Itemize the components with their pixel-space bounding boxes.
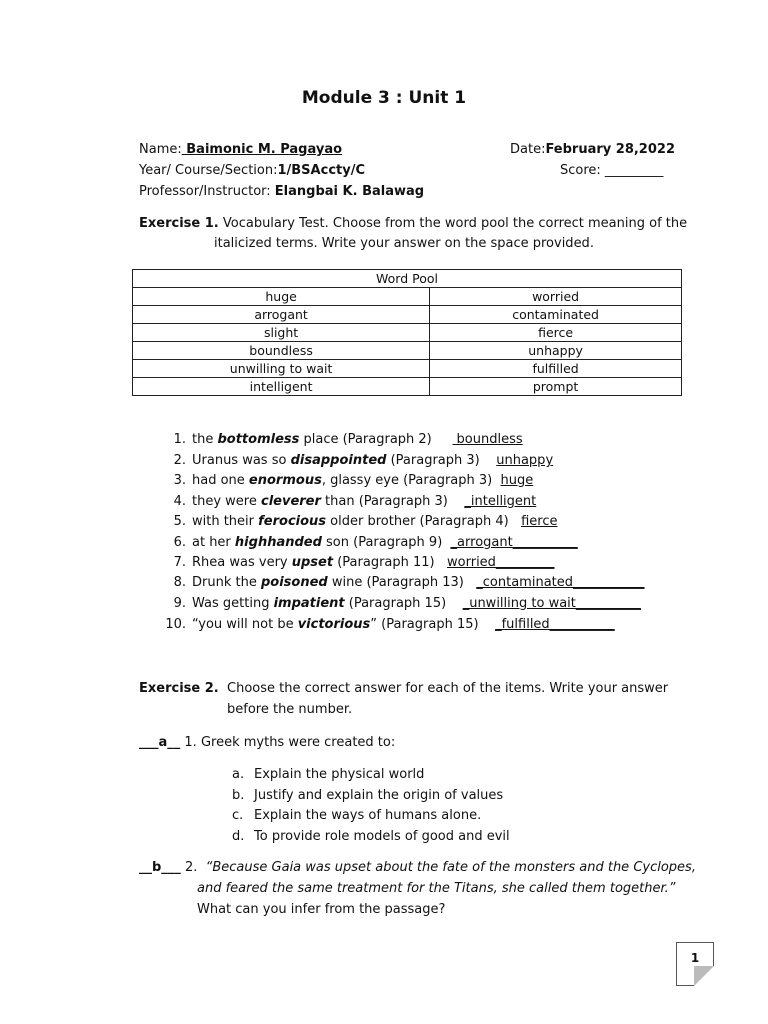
vocab-item <box>162 453 553 468</box>
item-answer: unhappy <box>496 453 554 468</box>
table-row <box>133 288 682 306</box>
vocab-item <box>162 535 578 550</box>
table-cell: fulfilled <box>430 360 682 378</box>
item-text: Drunk the <box>192 575 261 590</box>
table-cell: prompt <box>430 378 682 396</box>
professor-value: Elangbai K. Balawag <box>274 184 425 199</box>
word-pool-header: Word Pool <box>133 270 682 288</box>
vocab-item <box>162 575 645 590</box>
page-number-box <box>676 942 714 986</box>
item-text: ” (Paragraph 15) <box>370 617 496 632</box>
item-answer: huge <box>500 473 534 488</box>
professor-line <box>139 184 424 199</box>
question-1 <box>139 735 395 750</box>
question-2 <box>139 860 696 875</box>
name-label: Name: <box>139 142 182 157</box>
vocab-item <box>162 494 536 509</box>
exercise2-instruction <box>139 681 668 696</box>
item-text: Was getting <box>192 596 274 611</box>
score-line: Score: _________ <box>560 163 664 178</box>
item-number: 3. <box>173 473 186 488</box>
option-letter: c. <box>232 808 244 823</box>
option-item <box>232 829 510 844</box>
item-answer: boundless <box>452 432 523 447</box>
item-text: the <box>192 432 218 447</box>
option-letter: a. <box>232 767 245 782</box>
exercise2-text: Choose the correct answer for each of the items. Write your answer <box>218 681 669 696</box>
question-1-text: 1. Greek myths were created to: <box>180 735 396 750</box>
item-answer: worried_________ <box>447 555 555 570</box>
date-label: Date: <box>510 142 546 157</box>
item-term: cleverer <box>260 494 321 509</box>
question-2-quote: “Because Gaia was upset about the fate of the monsters and the Cyclopes, <box>205 860 696 875</box>
item-term: ferocious <box>258 514 327 529</box>
item-term: disappointed <box>290 453 387 468</box>
item-text: (Paragraph 3) <box>386 453 497 468</box>
option-letter: d. <box>232 829 245 844</box>
item-text: than (Paragraph 3) <box>320 494 465 509</box>
vocab-item <box>162 514 558 529</box>
item-text: with their <box>192 514 259 529</box>
item-number: 7. <box>173 555 186 570</box>
option-item <box>232 788 503 803</box>
table-row <box>133 324 682 342</box>
exercise1-text: Vocabulary Test. Choose from the word pool the correct meaning of the <box>218 216 688 231</box>
item-term: enormous <box>248 473 322 488</box>
question-2-quote-cont: and feared the same treatment for the Titans, she called them together.” <box>197 881 676 896</box>
date-line <box>510 142 675 157</box>
option-item <box>232 808 481 823</box>
item-number: 5. <box>173 514 186 529</box>
page-title: Module 3 : Unit 1 <box>301 88 467 108</box>
table-cell: intelligent <box>133 378 430 396</box>
name-value: Baimonic M. Pagayao <box>181 142 343 157</box>
item-term: upset <box>291 555 334 570</box>
table-row <box>133 360 682 378</box>
exercise1-instruction-cont: italicized terms. Write your answer on the space provided. <box>214 236 594 251</box>
table-cell: arrogant <box>133 306 430 324</box>
table-row <box>133 342 682 360</box>
exercise2-label: Exercise 2. <box>139 681 219 696</box>
item-answer: _intelligent <box>464 494 537 509</box>
item-text: at her <box>192 535 235 550</box>
option-text: Explain the physical world <box>254 767 425 782</box>
exercise1-label: Exercise 1. <box>139 216 219 231</box>
table-cell: huge <box>133 288 430 306</box>
professor-label: Professor/Instructor: <box>139 184 271 199</box>
vocab-item <box>162 473 533 488</box>
table-cell: slight <box>133 324 430 342</box>
table-cell: unwilling to wait <box>133 360 430 378</box>
item-text: , glassy eye (Paragraph 3) <box>321 473 501 488</box>
item-answer: _unwilling to wait__________ <box>462 596 641 611</box>
item-term: victorious <box>297 617 371 632</box>
item-term: highhanded <box>234 535 322 550</box>
item-text: “you will not be <box>192 617 298 632</box>
item-text: had one <box>192 473 249 488</box>
item-text: Rhea was very <box>192 555 292 570</box>
item-text: place (Paragraph 2) <box>299 432 453 447</box>
item-number: 2. <box>173 453 186 468</box>
vocab-item <box>162 596 641 611</box>
year-label: Year/ Course/Section: <box>139 163 278 178</box>
item-text: older brother (Paragraph 4) <box>326 514 522 529</box>
item-text: son (Paragraph 9) <box>321 535 451 550</box>
item-answer: _arrogant__________ <box>450 535 578 550</box>
item-text: (Paragraph 15) <box>344 596 463 611</box>
table-cell: boundless <box>133 342 430 360</box>
item-text: Uranus was so <box>192 453 291 468</box>
option-text: To provide role models of good and evil <box>254 829 510 844</box>
option-text: Justify and explain the origin of values <box>254 788 504 803</box>
option-letter: b. <box>232 788 245 803</box>
item-term: bottomless <box>217 432 300 447</box>
item-text: wine (Paragraph 13) <box>327 575 477 590</box>
word-pool-table <box>132 269 682 396</box>
question-1-answer: ___a__ <box>139 735 181 750</box>
vocab-item <box>162 555 554 570</box>
item-number: 8. <box>173 575 186 590</box>
table-row <box>133 306 682 324</box>
item-answer: _fulfilled__________ <box>495 617 615 632</box>
item-answer: fierce <box>521 514 558 529</box>
item-answer: _contaminated___________ <box>476 575 645 590</box>
table-row <box>133 378 682 396</box>
table-cell: contaminated <box>430 306 682 324</box>
item-number: 9. <box>173 596 186 611</box>
item-number: 10. <box>165 617 186 632</box>
exercise1-instruction <box>139 216 687 231</box>
table-cell: worried <box>430 288 682 306</box>
table-cell: unhappy <box>430 342 682 360</box>
year-line <box>139 163 365 178</box>
question-2-number: 2. <box>180 860 206 875</box>
item-number: 4. <box>173 494 186 509</box>
item-text: (Paragraph 11) <box>333 555 448 570</box>
option-item <box>232 767 424 782</box>
item-text: they were <box>192 494 261 509</box>
vocab-item <box>162 432 523 447</box>
year-value: 1/BSAccty/C <box>277 163 365 178</box>
item-term: impatient <box>273 596 345 611</box>
table-cell: fierce <box>430 324 682 342</box>
question-2-prompt: What can you infer from the passage? <box>197 902 446 917</box>
option-text: Explain the ways of humans alone. <box>254 808 482 823</box>
item-term: poisoned <box>260 575 328 590</box>
vocab-item <box>162 617 615 632</box>
page-number: 1 <box>690 951 700 965</box>
name-line <box>139 142 342 157</box>
date-value: February 28,2022 <box>545 142 675 157</box>
item-number: 6. <box>173 535 186 550</box>
item-number: 1. <box>173 432 186 447</box>
page-curl-icon <box>694 966 714 986</box>
exercise2-instruction-cont: before the number. <box>227 702 353 717</box>
question-2-answer: __b___ <box>139 860 181 875</box>
